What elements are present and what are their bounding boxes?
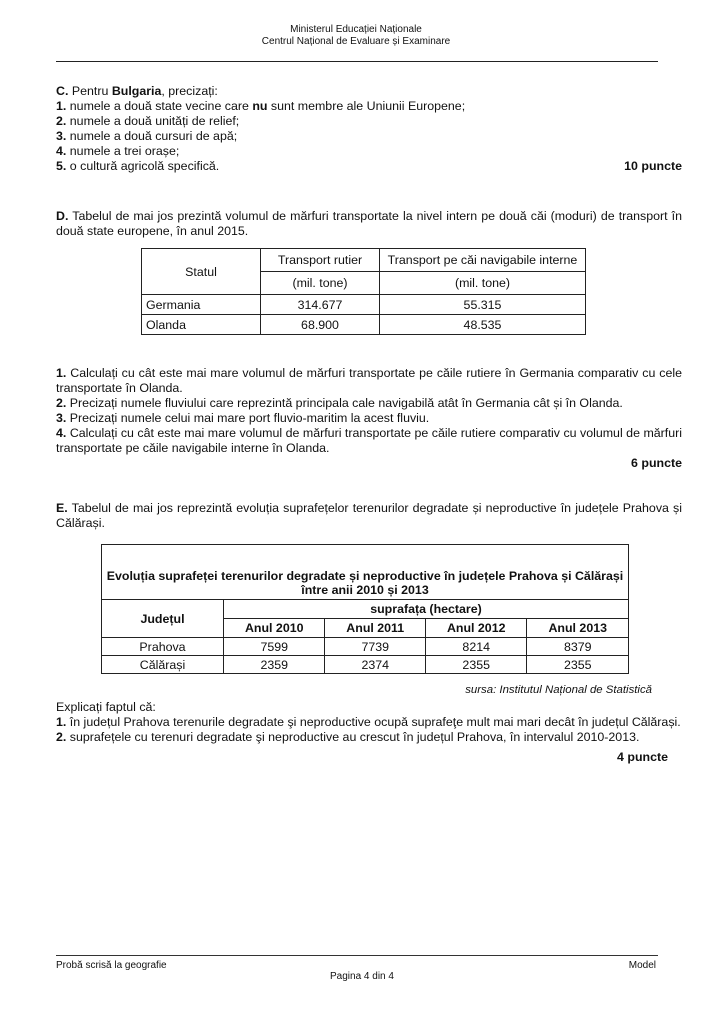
degraded-land-table bbox=[101, 544, 629, 674]
header-road: Transport rutier bbox=[261, 249, 380, 272]
section-letter: C. bbox=[56, 84, 69, 98]
exam-variant: Model bbox=[628, 960, 656, 971]
item-number: 2. bbox=[56, 396, 67, 410]
header-area-group: suprafața (hectare) bbox=[224, 600, 629, 619]
header-county: Județul bbox=[102, 600, 224, 638]
list-item bbox=[56, 715, 682, 730]
table-row bbox=[102, 656, 629, 674]
item-text: numele a două unități de relief; bbox=[66, 114, 240, 128]
item-text: suprafețele cu terenuri degradate şi neproductive au crescut în județul Prahova, în intervalul 2010-2013. bbox=[66, 730, 640, 744]
state-name: Olanda bbox=[142, 315, 261, 335]
list-item bbox=[56, 366, 682, 396]
header-waterway-unit: (mil. tone) bbox=[380, 272, 586, 295]
intro-text: , precizați: bbox=[161, 84, 218, 98]
ministry-name: Ministerul Educației Naționale bbox=[290, 24, 422, 35]
footer-divider bbox=[56, 955, 658, 956]
list-item bbox=[56, 114, 682, 129]
header-year: Anul 2011 bbox=[325, 619, 426, 638]
header-state: Statul bbox=[142, 249, 261, 295]
item-text: Calculați cu cât este mai mare volumul de mărfuri transportate pe căile rutiere în Germania comparativ cu cele transportate în Olanda. bbox=[56, 366, 682, 395]
header-year: Anul 2013 bbox=[527, 619, 629, 638]
area-value: 7599 bbox=[224, 638, 325, 656]
page-number: Pagina 4 din 4 bbox=[330, 971, 394, 982]
waterway-value: 48.535 bbox=[380, 315, 586, 335]
state-name: Germania bbox=[142, 295, 261, 315]
area-value: 2355 bbox=[527, 656, 629, 674]
waterway-value: 55.315 bbox=[380, 295, 586, 315]
header-year: Anul 2012 bbox=[425, 619, 526, 638]
section-letter: D. bbox=[56, 209, 69, 223]
item-text: Precizați numele fluviului care reprezintă principala cale navigabilă atât în Germania cât și în Olanda. bbox=[66, 396, 623, 410]
points-label: 10 puncte bbox=[624, 159, 682, 173]
intro-text: Tabelul de mai jos prezintă volumul de mărfuri transportate la nivel intern pe două căi (moduri) de transport în două state europene, în anul 2015. bbox=[56, 209, 682, 238]
transport-table bbox=[141, 248, 586, 335]
intro-text: Pentru bbox=[68, 84, 112, 98]
header-year: Anul 2010 bbox=[224, 619, 325, 638]
list-item bbox=[56, 411, 682, 426]
section-letter: E. bbox=[56, 501, 68, 515]
center-name: Centrul Național de Evaluare și Examinare bbox=[261, 36, 451, 47]
list-item bbox=[56, 144, 682, 159]
item-number: 3. bbox=[56, 411, 67, 425]
page-header bbox=[56, 24, 656, 48]
area-value: 8214 bbox=[425, 638, 526, 656]
table-source: sursa: Institutul Național de Statistică bbox=[465, 684, 652, 696]
item-text: Calculați cu cât este mai mare volumul de mărfuri transportate pe căile rutiere comparativ cu volumul de mărfuri transportate pe căile navigabile interne în Olanda. bbox=[56, 426, 682, 455]
exam-name: Probă scrisă la geografie bbox=[56, 960, 167, 971]
item-text: în județul Prahova terenurile degradate şi neproductive ocupă suprafeţe mult mai mari decât în județul Călărași. bbox=[66, 715, 681, 729]
table-row bbox=[142, 295, 586, 315]
points-label: 6 puncte bbox=[631, 456, 682, 470]
section-c-intro bbox=[56, 84, 682, 99]
item-number: 4. bbox=[56, 426, 67, 440]
item-text: numele a două state vecine care bbox=[66, 99, 253, 113]
item-number: 2. bbox=[56, 114, 67, 128]
county-name: Prahova bbox=[102, 638, 224, 656]
list-item bbox=[56, 129, 682, 144]
item-text: Precizați numele celui mai mare port fluvio-maritim la acest fluviu. bbox=[66, 411, 430, 425]
county-name: Călărași bbox=[102, 656, 224, 674]
item-number: 1. bbox=[56, 99, 67, 113]
item-number: 2. bbox=[56, 730, 67, 744]
section-e-intro bbox=[56, 501, 682, 531]
section-e-questions bbox=[56, 700, 682, 765]
item-number: 3. bbox=[56, 129, 67, 143]
table-row bbox=[102, 638, 629, 656]
list-item bbox=[56, 99, 682, 114]
header-waterway: Transport pe căi navigabile interne bbox=[380, 249, 586, 272]
list-item bbox=[56, 396, 682, 411]
points-label: 4 puncte bbox=[617, 750, 668, 764]
item-text: o cultură agricolă specifică. bbox=[66, 159, 220, 173]
item-number: 4. bbox=[56, 144, 67, 158]
item-text: sunt membre ale Uniunii Europene; bbox=[267, 99, 466, 113]
road-value: 314.677 bbox=[261, 295, 380, 315]
header-road-unit: (mil. tone) bbox=[261, 272, 380, 295]
item-text: numele a trei orașe; bbox=[66, 144, 180, 158]
table-row bbox=[142, 315, 586, 335]
item-emphasis: nu bbox=[252, 99, 268, 113]
list-item bbox=[56, 730, 682, 745]
area-value: 7739 bbox=[325, 638, 426, 656]
road-value: 68.900 bbox=[261, 315, 380, 335]
area-value: 8379 bbox=[527, 638, 629, 656]
table-title: Evoluția suprafeței terenurilor degradate și neproductive în județele Prahova și Călărași între anii 2010 și 2013 bbox=[102, 545, 629, 600]
list-item bbox=[56, 159, 682, 174]
country-name: Bulgaria bbox=[111, 84, 162, 98]
item-text: numele a două cursuri de apă; bbox=[66, 129, 238, 143]
area-value: 2355 bbox=[425, 656, 526, 674]
section-d-intro bbox=[56, 209, 682, 239]
item-number: 1. bbox=[56, 715, 67, 729]
item-number: 1. bbox=[56, 366, 67, 380]
intro-text: Tabelul de mai jos reprezintă evoluția suprafețelor terenurilor degradate și neproductive în județele Prahova și Călărași. bbox=[56, 501, 682, 530]
list-item bbox=[56, 426, 682, 470]
explain-intro: Explicați faptul că: bbox=[56, 700, 156, 714]
item-number: 5. bbox=[56, 159, 67, 173]
section-d-questions bbox=[56, 366, 682, 471]
area-value: 2374 bbox=[325, 656, 426, 674]
header-divider bbox=[56, 61, 658, 62]
area-value: 2359 bbox=[224, 656, 325, 674]
section-c bbox=[56, 84, 682, 174]
